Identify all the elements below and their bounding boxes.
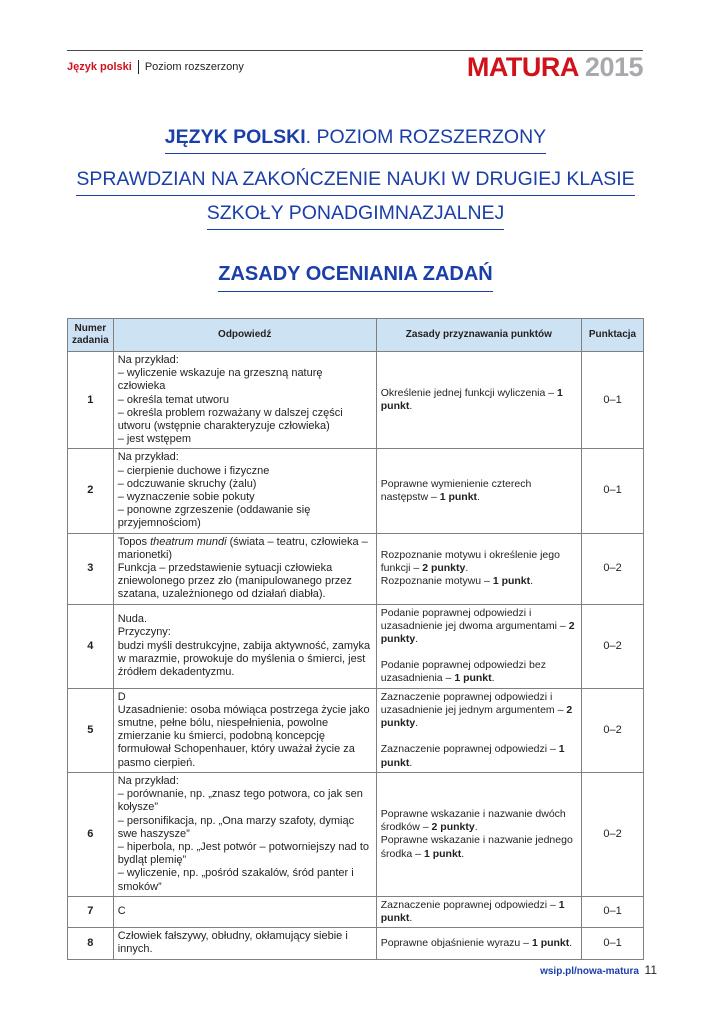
header-points: Punktacja bbox=[582, 319, 644, 352]
task-number: 2 bbox=[68, 449, 114, 533]
answer-cell: Na przykład: – porównanie, np. „znasz tego potwora, co jak sen kołysze” – personifikacja, np. „Ona marzy szafoty, dymiąc swe haszysze” – hiperbola, np. „Jest potwór – potworniejszy nad to bydląt plemię” – wyliczenie, np. „pośród szakalów, śród panter i smoków” bbox=[113, 772, 376, 896]
title-level: . POZIOM ROZSZERZONY bbox=[305, 126, 547, 148]
answer-cell: Topos theatrum mundi (świata – teatru, człowieka – marionetki) Funkcja – przedstawienie sytuacji człowieka zniewolonego przez zło (manipulowanego przez szatana, uzależnionego od działań diabła). bbox=[113, 533, 376, 604]
task-number: 3 bbox=[68, 533, 114, 604]
section-title: ZASADY OCENIANIA ZADAŃ bbox=[0, 263, 711, 292]
rule-cell: Poprawne wskazanie i nazwanie dwóch środków – 2 punkty. Poprawne wskazanie i nazwanie jednego środka – 1 punkt. bbox=[376, 772, 581, 896]
table-row bbox=[68, 688, 644, 772]
rule-cell: Podanie poprawnej odpowiedzi i uzasadnienie jej dwoma argumentami – 2 punkty. Podanie poprawnej odpowiedzi bez uzasadnienia – 1 punkt. bbox=[376, 604, 581, 688]
points-cell: 0–1 bbox=[582, 928, 644, 959]
points-cell: 0–2 bbox=[582, 604, 644, 688]
task-number: 4 bbox=[68, 604, 114, 688]
rule-cell: Zaznaczenie poprawnej odpowiedzi – 1 punkt. bbox=[376, 896, 581, 927]
answer-cell: D Uzasadnienie: osoba mówiąca postrzega życie jako smutne, pełne bólu, niespełnienia, powolne zmierzanie ku śmierci, podobną koncepcję formułował Schopenhauer, który uważał życie za pasmo cierpień. bbox=[113, 688, 376, 772]
task-number: 5 bbox=[68, 688, 114, 772]
answer-cell: C bbox=[113, 896, 376, 927]
grading-table bbox=[67, 318, 644, 960]
brand-year: 2015 bbox=[584, 52, 643, 82]
points-cell: 0–2 bbox=[582, 688, 644, 772]
title-line-2: SPRAWDZIAN NA ZAKOŃCZENIE NAUKI W DRUGIEJ KLASIE bbox=[0, 168, 711, 196]
rule-cell: Poprawne objaśnienie wyrazu – 1 punkt. bbox=[376, 928, 581, 959]
running-head-separator bbox=[138, 60, 139, 74]
title-subject: JĘZYK POLSKI bbox=[164, 126, 306, 148]
task-number: 1 bbox=[68, 352, 114, 449]
rule-cell: Poprawne wymienienie czterech następstw – 1 punkt. bbox=[376, 449, 581, 533]
task-number: 7 bbox=[68, 896, 114, 927]
table-row bbox=[68, 352, 644, 449]
running-head-subject: Język polski bbox=[67, 60, 132, 73]
points-cell: 0–1 bbox=[582, 352, 644, 449]
table-row bbox=[68, 772, 644, 896]
task-number: 6 bbox=[68, 772, 114, 896]
points-cell: 0–1 bbox=[582, 449, 644, 533]
header-answer: Odpowiedź bbox=[113, 319, 376, 352]
footer-url-link[interactable]: wsip.pl/nowa-matura bbox=[540, 966, 639, 977]
points-cell: 0–2 bbox=[582, 772, 644, 896]
brand-word: MATURA bbox=[466, 52, 578, 82]
rule-cell: Określenie jednej funkcji wyliczenia – 1 punkt. bbox=[376, 352, 581, 449]
running-head-level: Poziom rozszerzony bbox=[144, 60, 244, 73]
answer-cell: Na przykład: – wyliczenie wskazuje na grzeszną naturę człowieka – określa temat utworu – określa problem rozważany w dalszej części utworu (wstępnie charakteryzuje człowieka) – jest wstępem bbox=[113, 352, 376, 449]
title-line-1 bbox=[0, 126, 711, 154]
table-row bbox=[68, 896, 644, 927]
header-rules: Zasady przyznawania punktów bbox=[376, 319, 581, 352]
title-line-3: SZKOŁY PONADGIMNAZJALNEJ bbox=[0, 202, 711, 230]
table-row bbox=[68, 533, 644, 604]
header-rule bbox=[67, 50, 643, 51]
points-cell: 0–1 bbox=[582, 896, 644, 927]
matura-brand bbox=[467, 52, 643, 83]
table-header-row bbox=[68, 319, 644, 352]
page-number: 11 bbox=[644, 963, 657, 977]
rule-cell: Rozpoznanie motywu i określenie jego funkcji – 2 punkty. Rozpoznanie motywu – 1 punkt. bbox=[376, 533, 581, 604]
answer-cell: Człowiek fałszywy, obłudny, okłamujący siebie i innych. bbox=[113, 928, 376, 959]
running-head bbox=[67, 60, 244, 74]
answer-cell: Na przykład: – cierpienie duchowe i fizyczne – odczuwanie skruchy (żalu) – wyznaczenie sobie pokuty – ponowne zgrzeszenie (oddawanie się przyjemnościom) bbox=[113, 449, 376, 533]
answer-cell: Nuda. Przyczyny: budzi myśli destrukcyjne, zabija aktywność, zamyka w marazmie, prowokuje do myślenia o śmierci, jest źródłem dekadentyzmu. bbox=[113, 604, 376, 688]
table-row bbox=[68, 928, 644, 959]
points-cell: 0–2 bbox=[582, 533, 644, 604]
table-row bbox=[68, 604, 644, 688]
rule-cell: Zaznaczenie poprawnej odpowiedzi i uzasadnienie jej jednym argumentem – 2 punkty. Zaznaczenie poprawnej odpowiedzi – 1 punkt. bbox=[376, 688, 581, 772]
table-row bbox=[68, 449, 644, 533]
task-number: 8 bbox=[68, 928, 114, 959]
header-number: Numer zadania bbox=[68, 319, 114, 352]
